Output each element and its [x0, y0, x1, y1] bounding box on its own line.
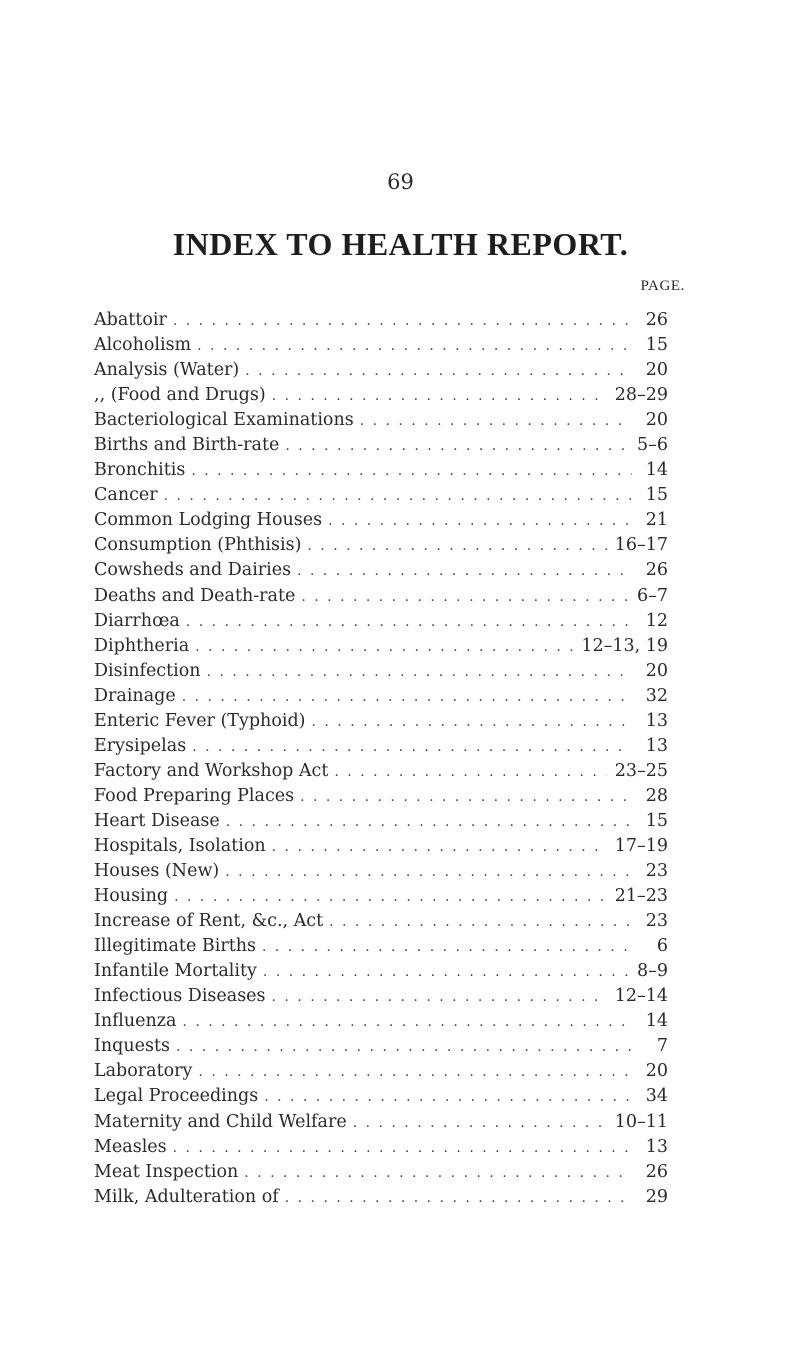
- index-entry: [94, 508, 668, 533]
- dot-leader: [272, 835, 607, 860]
- index-entry-pages: 21: [632, 508, 668, 533]
- index-entry-term: Increase of Rent, &c., Act: [94, 909, 329, 934]
- dot-leader: [245, 359, 632, 384]
- dot-leader: [182, 685, 632, 710]
- dot-leader: [226, 810, 632, 835]
- index-entry-pages: 14: [632, 458, 668, 483]
- dot-leader: [307, 534, 606, 559]
- index-entry-term: Infantile Mortality: [94, 959, 263, 984]
- index-entry-pages: 20: [632, 408, 668, 433]
- dot-leader: [334, 760, 606, 785]
- index-entry-term: Abattoir: [94, 308, 173, 333]
- index-entry: [94, 533, 668, 558]
- index-entry-pages: 26: [632, 308, 668, 333]
- index-entry: [94, 809, 668, 834]
- index-entry: [94, 909, 668, 934]
- index-entry-pages: 23: [632, 909, 668, 934]
- index-entry: [94, 784, 668, 809]
- index-entry-term: Maternity and Child Welfare: [94, 1110, 353, 1135]
- index-entry-term: Food Preparing Places: [94, 784, 300, 809]
- index-entry: [94, 834, 668, 859]
- index-entry-pages: 23–25: [607, 759, 668, 784]
- index-entry-pages: 32: [632, 684, 668, 709]
- index-entry-term: Alcoholism: [94, 333, 197, 358]
- index-entry-pages: 15: [632, 809, 668, 834]
- index-entry-pages: 12–13, 19: [573, 634, 668, 659]
- page-column-header: PAGE.: [640, 278, 685, 294]
- index-entry-term: Influenza: [94, 1009, 182, 1034]
- index-entry: [94, 333, 668, 358]
- index-entry-term: Illegitimate Births: [94, 934, 262, 959]
- dot-leader: [272, 384, 607, 409]
- dot-leader: [195, 635, 573, 660]
- index-entry: [94, 959, 668, 984]
- index-entry-pages: 29: [632, 1185, 668, 1210]
- dot-leader: [173, 309, 632, 334]
- index-entry: [94, 433, 668, 458]
- index-entry-term: Hospitals, Isolation: [94, 834, 272, 859]
- dot-leader: [264, 1085, 632, 1110]
- index-entry-term: Factory and Workshop Act: [94, 759, 334, 784]
- dot-leader: [207, 660, 632, 685]
- index-entry-pages: 15: [632, 483, 668, 508]
- index-entry: [94, 709, 668, 734]
- index-entry: [94, 684, 668, 709]
- index-entry: [94, 1160, 668, 1185]
- index-entry-pages: 8–9: [629, 959, 668, 984]
- index-entry: [94, 659, 668, 684]
- index-entry-pages: 6–7: [629, 584, 668, 609]
- index-entry-pages: 20: [632, 659, 668, 684]
- dot-leader: [285, 434, 629, 459]
- index-entry: [94, 1110, 668, 1135]
- index-entry-term: Inquests: [94, 1034, 176, 1059]
- index-entry: [94, 458, 668, 483]
- index-entry-pages: 34: [632, 1084, 668, 1109]
- index-entry: [94, 1084, 668, 1109]
- index-entry-term: Laboratory: [94, 1059, 198, 1084]
- index-entry-pages: 17–19: [607, 834, 668, 859]
- dot-leader: [173, 1136, 632, 1161]
- dot-leader: [262, 935, 632, 960]
- index-entry-term: Meat Inspection: [94, 1160, 244, 1185]
- index-entry-term: Disinfection: [94, 659, 207, 684]
- index-entry-term: Milk, Adulteration of: [94, 1185, 285, 1210]
- index-entry-pages: 20: [632, 358, 668, 383]
- dot-leader: [312, 710, 633, 735]
- dot-leader: [272, 985, 607, 1010]
- dot-leader: [198, 1060, 632, 1085]
- index-entry: [94, 884, 668, 909]
- index-entry-term: ,, (Food and Drugs): [94, 383, 272, 408]
- index-entry-term: Heart Disease: [94, 809, 226, 834]
- index-entry: [94, 759, 668, 784]
- dot-leader: [174, 885, 607, 910]
- index-entry: [94, 734, 668, 759]
- index-entry-pages: 10–11: [607, 1110, 668, 1135]
- index-entry-term: Erysipelas: [94, 734, 192, 759]
- index-entry-term: Common Lodging Houses: [94, 508, 328, 533]
- index-list: [94, 308, 668, 1210]
- dot-leader: [360, 409, 632, 434]
- index-entry-term: Diarrhœa: [94, 609, 186, 634]
- index-entry: [94, 984, 668, 1009]
- index-entry: [94, 1059, 668, 1084]
- index-entry-term: Infectious Diseases: [94, 984, 272, 1009]
- index-entry: [94, 584, 668, 609]
- index-entry-term: Houses (New): [94, 859, 225, 884]
- index-entry: [94, 483, 668, 508]
- dot-leader: [176, 1035, 632, 1060]
- dot-leader: [300, 785, 632, 810]
- index-entry-term: Analysis (Water): [94, 358, 245, 383]
- index-entry: [94, 934, 668, 959]
- index-entry-pages: 26: [632, 558, 668, 583]
- index-entry-term: Bacteriological Examinations: [94, 408, 360, 433]
- index-entry-pages: 13: [632, 734, 668, 759]
- index-entry-pages: 12: [632, 609, 668, 634]
- dot-leader: [186, 610, 632, 635]
- dot-leader: [301, 585, 629, 610]
- dot-leader: [297, 559, 632, 584]
- index-entry-pages: 16–17: [607, 533, 668, 558]
- index-entry-term: Cancer: [94, 483, 164, 508]
- index-entry-pages: 20: [632, 1059, 668, 1084]
- index-entry-term: Drainage: [94, 684, 182, 709]
- index-entry: [94, 408, 668, 433]
- dot-leader: [329, 910, 632, 935]
- index-entry-pages: 28–29: [607, 383, 668, 408]
- dot-leader: [225, 860, 632, 885]
- dot-leader: [263, 960, 629, 985]
- dot-leader: [328, 509, 632, 534]
- index-entry-pages: 21–23: [607, 884, 668, 909]
- index-entry-pages: 6: [632, 934, 668, 959]
- dot-leader: [182, 1010, 632, 1035]
- index-entry: [94, 1034, 668, 1059]
- index-entry: [94, 308, 668, 333]
- page-number: 69: [387, 170, 414, 194]
- dot-leader: [191, 459, 632, 484]
- dot-leader: [353, 1111, 607, 1136]
- index-entry-pages: 7: [632, 1034, 668, 1059]
- dot-leader: [164, 484, 632, 509]
- index-entry-pages: 13: [632, 1135, 668, 1160]
- index-entry-term: Enteric Fever (Typhoid): [94, 709, 312, 734]
- index-entry-pages: 13: [632, 709, 668, 734]
- index-entry-term: Deaths and Death-rate: [94, 584, 301, 609]
- index-entry-term: Measles: [94, 1135, 173, 1160]
- dot-leader: [192, 735, 632, 760]
- index-entry: [94, 383, 668, 408]
- dot-leader: [197, 334, 632, 359]
- dot-leader: [285, 1186, 632, 1211]
- index-entry: [94, 859, 668, 884]
- index-entry-term: Consumption (Phthisis): [94, 533, 307, 558]
- index-entry-pages: 15: [632, 333, 668, 358]
- index-entry-pages: 23: [632, 859, 668, 884]
- index-entry-pages: 12–14: [607, 984, 668, 1009]
- index-entry-term: Legal Proceedings: [94, 1084, 264, 1109]
- index-entry-term: Cowsheds and Dairies: [94, 558, 297, 583]
- index-entry-pages: 28: [632, 784, 668, 809]
- index-entry-pages: 26: [632, 1160, 668, 1185]
- index-entry: [94, 634, 668, 659]
- index-entry: [94, 609, 668, 634]
- index-entry-pages: 14: [632, 1009, 668, 1034]
- index-entry-term: Housing: [94, 884, 174, 909]
- index-entry-term: Births and Birth-rate: [94, 433, 285, 458]
- index-entry: [94, 358, 668, 383]
- index-entry: [94, 1135, 668, 1160]
- index-entry: [94, 1009, 668, 1034]
- dot-leader: [244, 1161, 632, 1186]
- index-entry-term: Bronchitis: [94, 458, 191, 483]
- index-entry: [94, 1185, 668, 1210]
- index-entry-term: Diphtheria: [94, 634, 195, 659]
- index-entry: [94, 558, 668, 583]
- page-title: INDEX TO HEALTH REPORT.: [172, 226, 629, 262]
- index-entry-pages: 5–6: [629, 433, 668, 458]
